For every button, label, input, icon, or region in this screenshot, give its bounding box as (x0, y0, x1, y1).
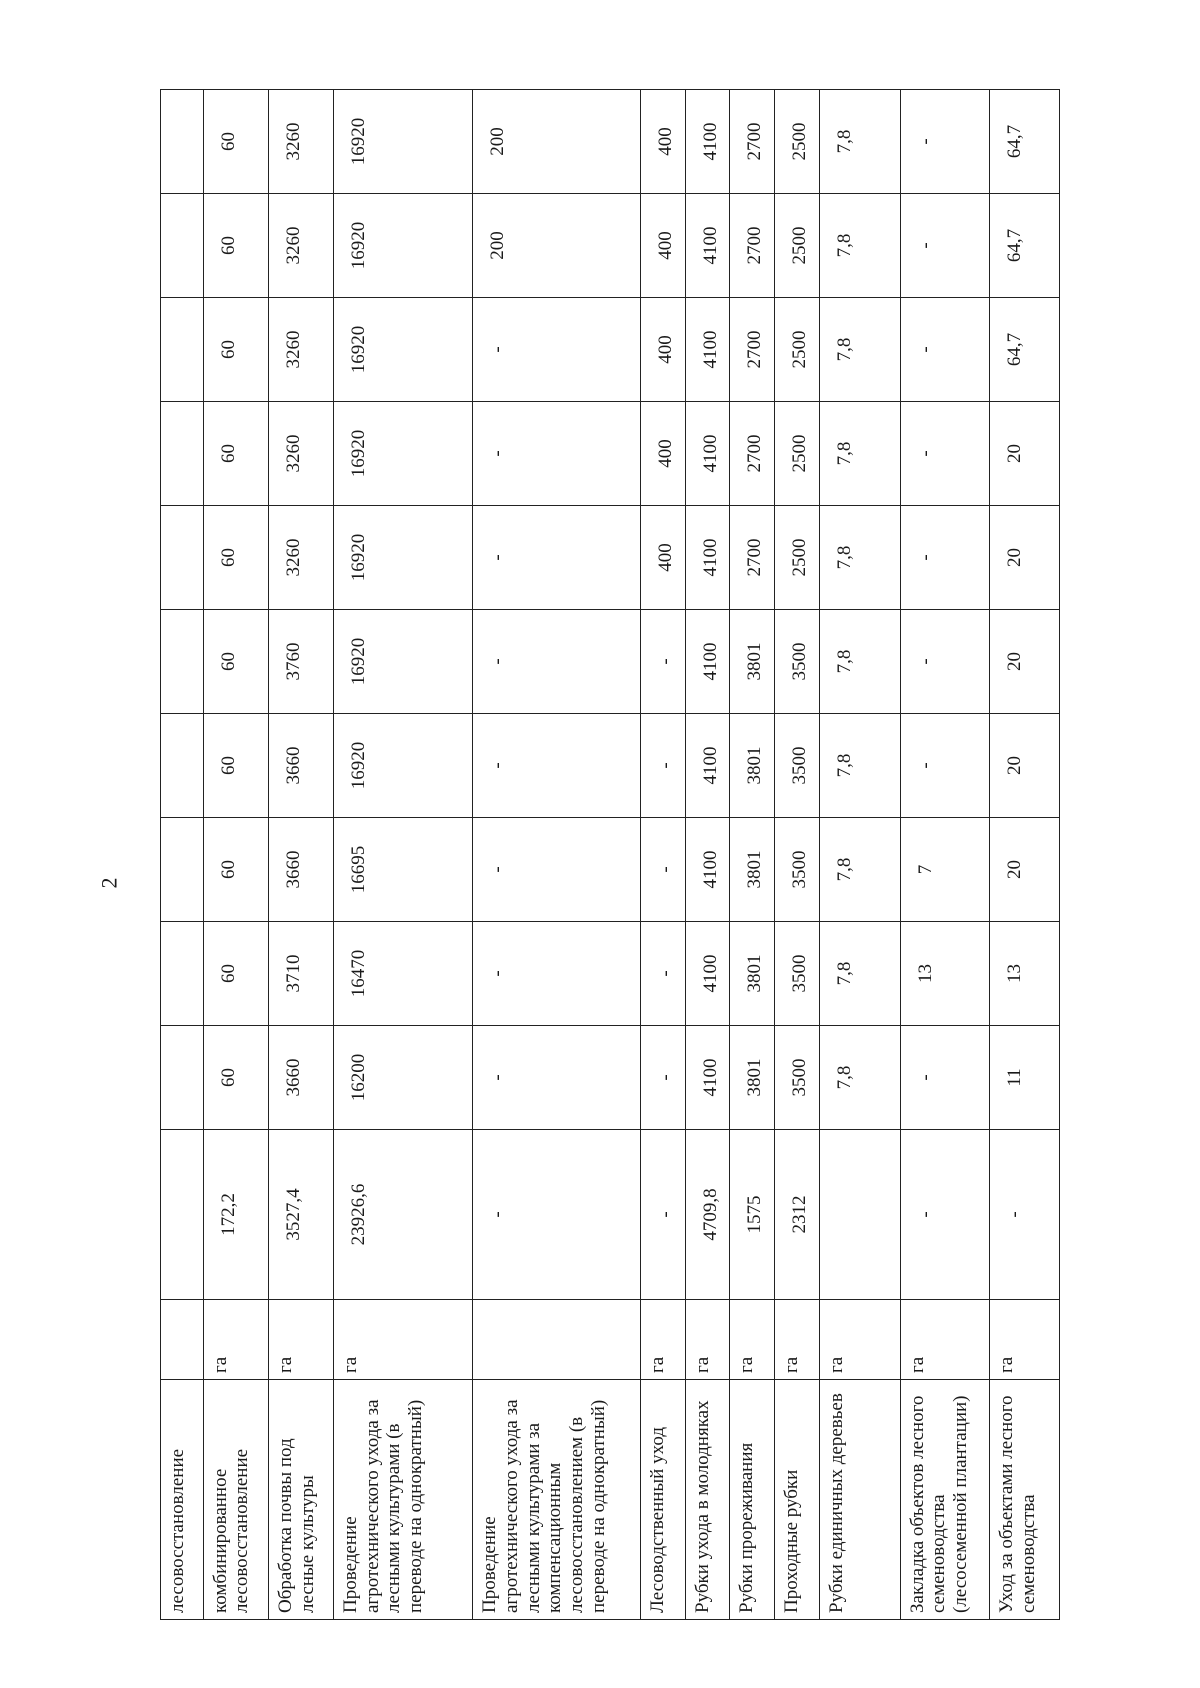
activity-name-cell: Проведение агротехнического ухода за лесными культурами за компенсационным лесовосстановлением (в переводе на однократный) (472, 1380, 640, 1620)
year-value-cell: 4100 (685, 90, 730, 194)
table-row (775, 90, 820, 1620)
year-value-cell: 16920 (333, 714, 472, 818)
year-value-cell (161, 298, 204, 402)
baseline-value-cell: - (900, 1130, 990, 1300)
year-value-cell: 4100 (685, 402, 730, 506)
year-value-cell: 400 (641, 90, 686, 194)
activity-name-cell: Рубки ухода в молодняках (685, 1380, 730, 1620)
unit-cell: га (730, 1300, 775, 1380)
baseline-value-cell: - (472, 1130, 640, 1300)
year-value-cell: 64,7 (990, 90, 1060, 194)
year-value-cell: 3500 (775, 714, 820, 818)
activity-name-cell: Рубки прореживания (730, 1380, 775, 1620)
year-value-cell: 4100 (685, 818, 730, 922)
year-value-cell: 4100 (685, 922, 730, 1026)
year-value-cell (161, 818, 204, 922)
year-value-cell: 2700 (730, 506, 775, 610)
year-value-cell: 4100 (685, 506, 730, 610)
table-row (161, 90, 204, 1620)
year-value-cell: - (641, 922, 686, 1026)
year-value-cell: 3500 (775, 1026, 820, 1130)
unit-cell: га (203, 1300, 268, 1380)
year-value-cell: 7,8 (819, 1026, 900, 1130)
table-body (161, 90, 1060, 1620)
year-value-cell (161, 90, 204, 194)
year-value-cell: 3660 (268, 1026, 333, 1130)
year-value-cell: 3801 (730, 610, 775, 714)
year-value-cell (161, 194, 204, 298)
year-value-cell: 16920 (333, 194, 472, 298)
unit-cell (161, 1300, 204, 1380)
year-value-cell: 20 (990, 610, 1060, 714)
activity-name-cell: Рубки единичных деревьев (819, 1380, 900, 1620)
baseline-value-cell: 2312 (775, 1130, 820, 1300)
year-value-cell: 3260 (268, 402, 333, 506)
year-value-cell: 16200 (333, 1026, 472, 1130)
year-value-cell (161, 1026, 204, 1130)
year-value-cell: 13 (900, 922, 990, 1026)
year-value-cell: 3660 (268, 714, 333, 818)
year-value-cell: 2500 (775, 90, 820, 194)
year-value-cell: 7,8 (819, 194, 900, 298)
year-value-cell: 3660 (268, 818, 333, 922)
unit-cell: га (775, 1300, 820, 1380)
year-value-cell: 3500 (775, 922, 820, 1026)
year-value-cell: 60 (203, 818, 268, 922)
year-value-cell: - (472, 922, 640, 1026)
activity-name-cell: лесовосстановление (161, 1380, 204, 1620)
year-value-cell: 2500 (775, 298, 820, 402)
year-value-cell (161, 402, 204, 506)
year-value-cell: 400 (641, 298, 686, 402)
year-value-cell: 60 (203, 402, 268, 506)
activity-name-cell: Обработка почвы под лесные культуры (268, 1380, 333, 1620)
year-value-cell: 60 (203, 922, 268, 1026)
data-table (160, 89, 1060, 1620)
year-value-cell: - (472, 1026, 640, 1130)
unit-cell: га (268, 1300, 333, 1380)
year-value-cell: 7,8 (819, 714, 900, 818)
table-row (472, 90, 640, 1620)
year-value-cell: 20 (990, 714, 1060, 818)
year-value-cell: - (472, 506, 640, 610)
year-value-cell: 16920 (333, 90, 472, 194)
year-value-cell: 20 (990, 506, 1060, 610)
unit-cell (472, 1300, 640, 1380)
year-value-cell: 16920 (333, 402, 472, 506)
year-value-cell: 16920 (333, 610, 472, 714)
year-value-cell: 3801 (730, 818, 775, 922)
baseline-value-cell: 3527,4 (268, 1130, 333, 1300)
table-row (900, 90, 990, 1620)
year-value-cell: 16695 (333, 818, 472, 922)
page-number: 2 (96, 877, 122, 889)
unit-cell: га (685, 1300, 730, 1380)
baseline-value-cell (819, 1130, 900, 1300)
activity-name-cell: Закладка объектов лесного семеноводства (лесосеменной плантации) (900, 1380, 990, 1620)
year-value-cell: 2500 (775, 194, 820, 298)
year-value-cell: 60 (203, 714, 268, 818)
year-value-cell: 3801 (730, 714, 775, 818)
baseline-value-cell: - (641, 1130, 686, 1300)
table-row (268, 90, 333, 1620)
year-value-cell (161, 922, 204, 1026)
year-value-cell: - (900, 90, 990, 194)
year-value-cell: 16470 (333, 922, 472, 1026)
year-value-cell: 7 (900, 818, 990, 922)
year-value-cell: 2700 (730, 298, 775, 402)
activity-name-cell: Лесоводственный уход (641, 1380, 686, 1620)
year-value-cell: 3801 (730, 922, 775, 1026)
activity-name-cell: комбинированное лесовосстановление (203, 1380, 268, 1620)
year-value-cell: 3260 (268, 298, 333, 402)
year-value-cell: 3500 (775, 818, 820, 922)
year-value-cell: 3760 (268, 610, 333, 714)
year-value-cell: 20 (990, 402, 1060, 506)
year-value-cell: 20 (990, 818, 1060, 922)
year-value-cell: - (900, 402, 990, 506)
baseline-value-cell: 23926,6 (333, 1130, 472, 1300)
year-value-cell: - (900, 506, 990, 610)
year-value-cell: 16920 (333, 506, 472, 610)
year-value-cell: 7,8 (819, 90, 900, 194)
year-value-cell: 7,8 (819, 610, 900, 714)
year-value-cell: 60 (203, 506, 268, 610)
year-value-cell: 3710 (268, 922, 333, 1026)
baseline-value-cell: 1575 (730, 1130, 775, 1300)
year-value-cell: 7,8 (819, 298, 900, 402)
unit-cell: га (641, 1300, 686, 1380)
year-value-cell: - (641, 818, 686, 922)
year-value-cell: 4100 (685, 298, 730, 402)
year-value-cell: 60 (203, 1026, 268, 1130)
year-value-cell: 60 (203, 610, 268, 714)
table-row (685, 90, 730, 1620)
year-value-cell: 60 (203, 90, 268, 194)
year-value-cell: 3801 (730, 1026, 775, 1130)
year-value-cell: 2500 (775, 402, 820, 506)
year-value-cell: 2500 (775, 506, 820, 610)
year-value-cell: - (472, 298, 640, 402)
year-value-cell: 400 (641, 194, 686, 298)
year-value-cell: 7,8 (819, 402, 900, 506)
year-value-cell: - (900, 298, 990, 402)
year-value-cell: - (641, 1026, 686, 1130)
year-value-cell: - (900, 1026, 990, 1130)
year-value-cell: - (472, 610, 640, 714)
year-value-cell: - (641, 610, 686, 714)
baseline-value-cell: 172,2 (203, 1130, 268, 1300)
year-value-cell: 2700 (730, 402, 775, 506)
table-row (990, 90, 1060, 1620)
table-row (819, 90, 900, 1620)
table-row (730, 90, 775, 1620)
activity-name-cell: Проходные рубки (775, 1380, 820, 1620)
year-value-cell: 2700 (730, 194, 775, 298)
year-value-cell: 7,8 (819, 818, 900, 922)
rotated-table-frame (160, 90, 1060, 1620)
year-value-cell: 3260 (268, 194, 333, 298)
year-value-cell: 4100 (685, 194, 730, 298)
year-value-cell: 3500 (775, 610, 820, 714)
activity-name-cell: Уход за объектами лесного семеноводства (990, 1380, 1060, 1620)
unit-cell: га (900, 1300, 990, 1380)
year-value-cell: 64,7 (990, 194, 1060, 298)
year-value-cell: 3260 (268, 506, 333, 610)
baseline-value-cell: - (990, 1130, 1060, 1300)
year-value-cell: - (900, 610, 990, 714)
year-value-cell: 200 (472, 194, 640, 298)
baseline-value-cell (161, 1130, 204, 1300)
table-row (333, 90, 472, 1620)
year-value-cell: - (472, 714, 640, 818)
unit-cell: га (333, 1300, 472, 1380)
year-value-cell: 64,7 (990, 298, 1060, 402)
year-value-cell: 13 (990, 922, 1060, 1026)
year-value-cell: - (900, 714, 990, 818)
table-row (641, 90, 686, 1620)
year-value-cell: 60 (203, 194, 268, 298)
year-value-cell: 2700 (730, 90, 775, 194)
year-value-cell: 4100 (685, 1026, 730, 1130)
year-value-cell (161, 610, 204, 714)
year-value-cell: - (900, 194, 990, 298)
year-value-cell: - (641, 714, 686, 818)
year-value-cell: 3260 (268, 90, 333, 194)
year-value-cell (161, 506, 204, 610)
year-value-cell: 400 (641, 402, 686, 506)
year-value-cell: 200 (472, 90, 640, 194)
year-value-cell: 4100 (685, 610, 730, 714)
unit-cell: га (990, 1300, 1060, 1380)
year-value-cell: 16920 (333, 298, 472, 402)
year-value-cell: 7,8 (819, 922, 900, 1026)
year-value-cell: - (472, 402, 640, 506)
table-row (203, 90, 268, 1620)
year-value-cell: 4100 (685, 714, 730, 818)
year-value-cell (161, 714, 204, 818)
baseline-value-cell: 4709,8 (685, 1130, 730, 1300)
unit-cell: га (819, 1300, 900, 1380)
year-value-cell: 400 (641, 506, 686, 610)
year-value-cell: 7,8 (819, 506, 900, 610)
activity-name-cell: Проведение агротехнического ухода за лесными культурами (в переводе на однократный) (333, 1380, 472, 1620)
year-value-cell: 11 (990, 1026, 1060, 1130)
year-value-cell: - (472, 818, 640, 922)
year-value-cell: 60 (203, 298, 268, 402)
